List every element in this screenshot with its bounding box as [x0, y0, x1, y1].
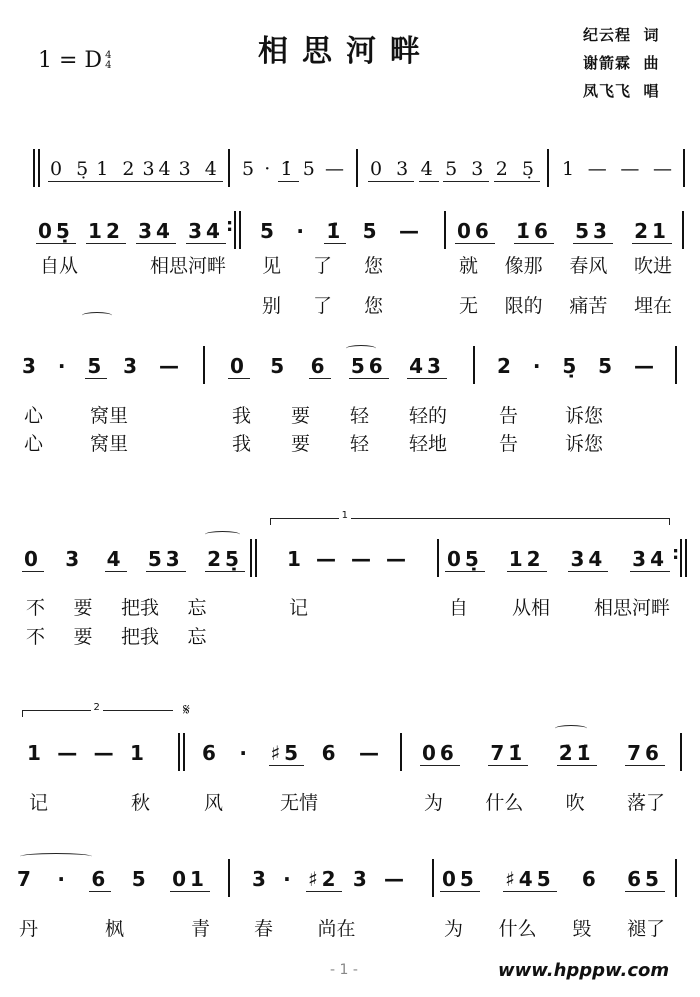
- note-group: ♯2: [308, 867, 340, 891]
- lyric-line: [262, 295, 425, 317]
- measure: [25, 741, 150, 771]
- barline: [400, 733, 402, 771]
- lyric-syllable: 窝里: [90, 405, 129, 427]
- lyric-syllable: 告: [499, 433, 519, 455]
- measure: [440, 867, 665, 897]
- lyric-syllable: 把我: [121, 597, 160, 619]
- lyric-syllable: 窝里: [90, 433, 129, 455]
- note-group: 4: [106, 547, 125, 571]
- note-group: 06: [422, 741, 458, 765]
- lyric-syllable: 自: [449, 597, 469, 619]
- lyric-line: [26, 626, 245, 648]
- time-signature: [105, 51, 111, 71]
- lyric-line: [204, 792, 385, 814]
- note-group: 5: [362, 219, 381, 243]
- note-group: 2̇1̇: [558, 741, 595, 765]
- lyric-syllable: 心: [24, 433, 44, 455]
- note-group: 06: [457, 219, 493, 243]
- lyric-syllable: 为: [444, 918, 464, 940]
- lyric-syllable: [375, 792, 385, 814]
- lyric-syllable: 我: [232, 405, 252, 427]
- barline: [473, 346, 475, 384]
- note-group: 43: [409, 354, 445, 378]
- lyric-line: [499, 433, 660, 455]
- lyric-syllable: 尚在: [317, 918, 356, 940]
- measure: [495, 354, 660, 384]
- note-group: 5: [242, 158, 259, 180]
- note-group: 6: [91, 867, 110, 891]
- note-group: 12: [508, 547, 545, 571]
- note-group: 3: [352, 867, 371, 891]
- note-group: 34: [570, 547, 607, 571]
- note-group: —: [159, 354, 183, 378]
- lyric-line: [232, 433, 447, 455]
- note-group: 3 4: [178, 158, 221, 180]
- lyric-syllable: 见: [262, 255, 282, 277]
- lyric-line: [19, 918, 210, 940]
- note-group: 5̣: [562, 354, 581, 378]
- website-watermark: www.hpppw.com: [498, 960, 670, 981]
- note-group: —: [57, 741, 82, 765]
- lyric-syllable: 不: [26, 626, 46, 648]
- measure: [420, 741, 665, 771]
- lyric-line: [444, 918, 665, 940]
- note-group: 0 5̣: [50, 158, 93, 180]
- lyric-line: [424, 792, 665, 814]
- lyric-syllable: 别: [262, 295, 282, 317]
- note-group: —: [358, 741, 383, 765]
- key-label: 1 = D: [38, 48, 103, 73]
- note-group: 05̣: [447, 547, 483, 571]
- lyric-syllable: 春风: [569, 255, 608, 277]
- lyric-syllable: 了: [313, 255, 333, 277]
- lyric-syllable: 毁: [572, 918, 592, 940]
- note-group: 1: [27, 741, 45, 765]
- lyric-syllable: [175, 405, 185, 427]
- lyric-syllable: [235, 597, 245, 619]
- note-group: 6: [202, 741, 220, 765]
- barline: [203, 346, 205, 384]
- slur-mark: [82, 312, 112, 319]
- lyric-syllable: 诉您: [565, 405, 604, 427]
- lyric-syllable: 丹: [19, 918, 39, 940]
- barline: [356, 149, 358, 187]
- lyric-syllable: 忘: [187, 597, 207, 619]
- lyric-syllable: [402, 597, 412, 619]
- measure: [250, 867, 410, 897]
- measure: [258, 219, 425, 249]
- note-group: 01: [172, 867, 208, 891]
- barline: [675, 859, 677, 897]
- measure: [285, 547, 412, 577]
- time-bottom: 4: [105, 60, 112, 71]
- slur-mark: [346, 345, 376, 352]
- note-group: ♯45: [505, 867, 555, 891]
- barline: [444, 211, 446, 249]
- lyric-syllable: 我: [232, 433, 252, 455]
- lyricist-credit: 纪云程 词: [583, 26, 660, 44]
- lyric-syllable: 要: [290, 433, 310, 455]
- lyric-syllable: 青: [190, 918, 210, 940]
- note-group: —: [587, 158, 611, 180]
- note-group: 5: [598, 354, 617, 378]
- singer-credit: 凤飞飞 唱: [583, 82, 660, 100]
- barline: [437, 539, 439, 577]
- lyric-syllable: 要: [73, 626, 93, 648]
- lyric-line: [232, 405, 447, 427]
- note-group: 1̇: [326, 219, 345, 243]
- lyric-syllable: 吹进: [633, 255, 672, 277]
- note-group: 34: [188, 219, 224, 243]
- note-group: ·: [264, 158, 275, 180]
- note-group: —: [620, 158, 644, 180]
- volta-1-label: 1: [339, 510, 351, 521]
- lyric-line: [40, 255, 226, 277]
- barline: [250, 539, 252, 577]
- slur-mark: [205, 531, 240, 538]
- note-group: ·: [296, 219, 308, 243]
- segno-icon: 𝄋: [183, 700, 190, 719]
- page-number: - 1 -: [330, 962, 358, 978]
- note-group: 34: [142, 158, 175, 180]
- note-group: —: [385, 547, 410, 571]
- volta-2-bracket: [22, 702, 173, 717]
- measure: [48, 157, 220, 187]
- lyric-syllable: 轻: [349, 433, 369, 455]
- lyric-syllable: [415, 295, 425, 317]
- note-group: ♯5: [270, 741, 303, 765]
- barline: [680, 733, 682, 771]
- lyric-syllable: 记: [29, 792, 49, 814]
- note-group: —: [399, 219, 423, 243]
- lyric-syllable: 春: [254, 918, 274, 940]
- lyric-syllable: [650, 405, 660, 427]
- lyric-syllable: 心: [24, 405, 44, 427]
- lyric-syllable: 告: [499, 405, 519, 427]
- note-group: 1: [562, 158, 579, 180]
- measure: [228, 354, 447, 384]
- lyric-syllable: 相思河畔: [149, 255, 226, 277]
- lyric-syllable: 诉您: [565, 433, 604, 455]
- note-group: 6: [581, 867, 600, 891]
- composer-credit: 谢箭霖 曲: [583, 54, 660, 72]
- song-title: 相思河畔: [258, 34, 434, 69]
- lyric-line: [24, 405, 185, 427]
- note-group: 71̇: [490, 741, 527, 765]
- note-group: 0: [24, 547, 42, 571]
- lyric-syllable: 秋: [130, 792, 150, 814]
- lyric-syllable: 什么: [485, 792, 524, 814]
- lyric-line: [254, 918, 410, 940]
- barline: [675, 346, 677, 384]
- lyric-syllable: 相思河畔: [593, 597, 670, 619]
- note-group: 0 3: [370, 158, 413, 180]
- lyric-syllable: 把我: [121, 626, 160, 648]
- note-group: 21: [634, 219, 670, 243]
- note-group: —: [383, 867, 408, 891]
- note-group: 3: [123, 354, 142, 378]
- measure: [240, 157, 350, 187]
- note-group: 34: [138, 219, 174, 243]
- key-signature: [38, 48, 111, 73]
- measure: [15, 867, 210, 897]
- lyric-syllable: 记: [289, 597, 309, 619]
- barline: [680, 539, 682, 577]
- note-group: 5: [260, 219, 278, 243]
- note-group: 3: [22, 354, 40, 378]
- note-group: 7: [17, 867, 35, 891]
- note-group: 56: [350, 354, 387, 378]
- lyric-syllable: 痛苦: [569, 295, 608, 317]
- measure: [36, 219, 226, 249]
- note-group: —: [315, 547, 340, 571]
- lyric-syllable: 为: [424, 792, 444, 814]
- note-group: 0: [230, 354, 248, 378]
- lyric-syllable: 风: [204, 792, 224, 814]
- lyric-syllable: 轻的: [408, 405, 447, 427]
- note-group: 53: [575, 219, 611, 243]
- lyric-line: [449, 597, 670, 619]
- lyric-syllable: 您: [364, 255, 384, 277]
- lyric-syllable: [175, 433, 185, 455]
- lyric-syllable: [650, 433, 660, 455]
- measure: [445, 547, 670, 577]
- lyric-syllable: 像那: [504, 255, 543, 277]
- measure: [560, 157, 678, 187]
- note-group: 2: [497, 354, 515, 378]
- note-group: 3: [65, 547, 84, 571]
- lyric-syllable: [415, 255, 425, 277]
- note-group: 05̣: [38, 219, 74, 243]
- note-group: 5: [302, 158, 319, 180]
- note-group: 76: [627, 741, 663, 765]
- lyric-syllable: 轻: [349, 405, 369, 427]
- lyric-line: [289, 597, 412, 619]
- note-group: ·: [532, 354, 545, 378]
- lyric-syllable: 限的: [504, 295, 543, 317]
- barline: [228, 149, 230, 187]
- lyric-syllable: 枫: [104, 918, 124, 940]
- slur-mark: [20, 853, 92, 860]
- volta-2-label: 2: [91, 702, 103, 713]
- note-group: 53: [147, 547, 184, 571]
- note-group: —: [652, 158, 676, 180]
- lyric-syllable: [235, 626, 245, 648]
- lyric-syllable: 褪了: [626, 918, 665, 940]
- lyric-syllable: 埋在: [633, 295, 672, 317]
- note-group: 1: [287, 547, 305, 571]
- note-group: —: [350, 547, 375, 571]
- note-group: 3: [252, 867, 270, 891]
- note-group: 5: [131, 867, 150, 891]
- note-group: ·: [239, 741, 252, 765]
- note-group: ·: [57, 867, 69, 891]
- note-group: 6: [310, 354, 329, 378]
- note-group: 25̣: [207, 547, 243, 571]
- lyric-syllable: 什么: [498, 918, 537, 940]
- lyric-syllable: 自从: [40, 255, 79, 277]
- note-group: —: [93, 741, 118, 765]
- barline: [33, 149, 35, 187]
- lyric-syllable: 从相: [511, 597, 550, 619]
- note-group: 2 5̣: [495, 158, 538, 180]
- barline: [547, 149, 549, 187]
- measure: [368, 157, 540, 187]
- note-group: —: [634, 354, 658, 378]
- lyric-syllable: 无情: [280, 792, 319, 814]
- note-group: 1 2: [96, 158, 139, 180]
- lyric-line: [459, 295, 672, 317]
- note-group: 1̇6: [516, 219, 552, 243]
- slur-mark: [555, 725, 587, 732]
- lyric-syllable: 吹: [565, 792, 585, 814]
- note-group: 5: [87, 354, 106, 378]
- measure: [20, 354, 185, 384]
- barline: [682, 211, 684, 249]
- measure: [455, 219, 672, 249]
- lyric-syllable: 就: [459, 255, 479, 277]
- lyric-line: [26, 597, 245, 619]
- note-group: 1̇: [280, 158, 297, 180]
- lyric-line: [29, 792, 150, 814]
- lyric-syllable: 落了: [626, 792, 665, 814]
- note-group: 12: [88, 219, 124, 243]
- note-group: ·: [283, 867, 295, 891]
- lyric-syllable: 忘: [187, 626, 207, 648]
- measure: [22, 547, 245, 577]
- barline: [234, 211, 236, 249]
- note-group: —: [324, 158, 348, 180]
- lyric-syllable: 轻地: [408, 433, 447, 455]
- time-top: 4: [105, 50, 112, 61]
- lyric-syllable: 要: [73, 597, 93, 619]
- lyric-line: [24, 433, 185, 455]
- measure: [200, 741, 385, 771]
- lyric-syllable: 不: [26, 597, 46, 619]
- note-group: 05: [442, 867, 478, 891]
- lyric-syllable: 了: [313, 295, 333, 317]
- lyric-line: [459, 255, 672, 277]
- barline: [432, 859, 434, 897]
- lyric-syllable: 无: [459, 295, 479, 317]
- barline: [178, 733, 180, 771]
- note-group: 6: [321, 741, 340, 765]
- note-group: 5: [270, 354, 289, 378]
- note-group: 65: [627, 867, 663, 891]
- lyric-syllable: 要: [290, 405, 310, 427]
- barline: [228, 859, 230, 897]
- lyric-line: [262, 255, 425, 277]
- note-group: 34: [632, 547, 668, 571]
- barline: [683, 149, 685, 187]
- note-group: ·: [57, 354, 70, 378]
- volta-1-bracket: [270, 510, 670, 525]
- lyric-line: [499, 405, 660, 427]
- note-group: 5 3: [445, 158, 488, 180]
- lyric-syllable: [400, 918, 410, 940]
- lyric-syllable: 您: [364, 295, 384, 317]
- note-group: 1: [130, 741, 148, 765]
- note-group: 4: [420, 158, 437, 180]
